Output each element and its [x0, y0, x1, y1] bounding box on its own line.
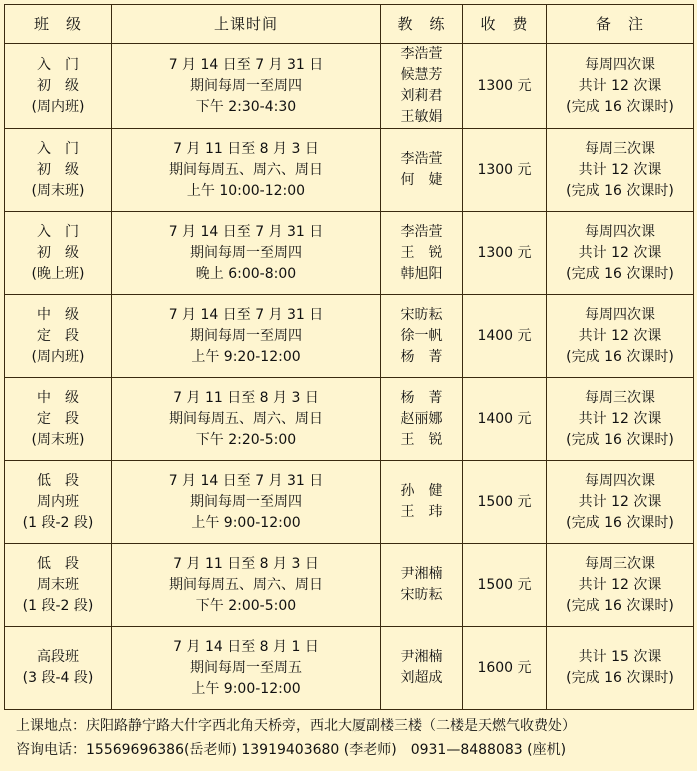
- phone-text: 咨询电话：15569696386(岳老师) 13919403680 (李老师) 0931—8488083 (座机): [16, 742, 567, 758]
- time-cell-line: 期间每周一至周四: [190, 493, 302, 510]
- coach-cell-line: 韩旭阳: [400, 265, 443, 282]
- fee-cell: 1300 元: [463, 129, 547, 212]
- class-cell-line: 高段班: [37, 649, 79, 665]
- header-row: [5, 5, 694, 44]
- coach-cell-line: 刘莉君: [400, 88, 443, 104]
- coach-cell: [381, 129, 463, 212]
- notes-cell-line: (完成 16 次课时): [566, 182, 674, 199]
- time-cell-line: 上午 9:00-12:00: [191, 514, 301, 531]
- fee-cell: 1500 元: [463, 544, 547, 627]
- notes-cell-line: 共计 12 次课: [578, 410, 662, 427]
- fee-cell: 1300 元: [463, 212, 547, 295]
- class-cell-line: 低 段: [37, 472, 79, 489]
- notes-cell-line: 每周三次课: [585, 555, 655, 572]
- time-cell: [112, 44, 381, 129]
- notes-cell-line: 共计 12 次课: [578, 77, 662, 94]
- table-row: [5, 627, 694, 710]
- time-cell-line: 上午 9:20-12:00: [191, 348, 301, 365]
- time-cell-line: 7 月 11 日至 8 月 3 日: [173, 555, 319, 572]
- schedule-body: [5, 44, 694, 710]
- time-cell: [112, 378, 381, 461]
- header-class: 班 级: [5, 5, 112, 44]
- time-cell-line: 7 月 14 日至 7 月 31 日: [168, 223, 324, 240]
- time-cell-line: 7 月 11 日至 8 月 3 日: [173, 389, 319, 406]
- notes-cell: [547, 378, 694, 461]
- time-cell: [112, 129, 381, 212]
- time-cell-line: 7 月 14 日至 7 月 31 日: [168, 56, 324, 73]
- location-text: 上课地点：庆阳路静宁路大什字西北角天桥旁，西北大厦副楼三楼（二楼是天燃气收费处）: [16, 718, 576, 734]
- notes-cell-line: 每周四次课: [585, 472, 655, 489]
- class-cell-line: 周内班: [37, 493, 79, 510]
- notes-cell-line: 共计 12 次课: [578, 327, 662, 344]
- coach-cell: [381, 461, 463, 544]
- time-cell-line: 7 月 14 日至 7 月 31 日: [168, 306, 324, 323]
- time-cell: [112, 544, 381, 627]
- fee-cell: 1600 元: [463, 627, 547, 710]
- notes-cell: [547, 212, 694, 295]
- table-row: [5, 44, 694, 129]
- class-cell: [5, 129, 112, 212]
- notes-cell-line: 共计 12 次课: [578, 493, 662, 510]
- table-row: [5, 295, 694, 378]
- coach-cell: [381, 212, 463, 295]
- time-cell-line: 上午 9:00-12:00: [191, 680, 301, 697]
- class-cell-line: 周末班: [37, 576, 79, 593]
- class-cell-line: 初 级: [37, 77, 79, 94]
- time-cell-line: 期间每周五、周六、周日: [169, 410, 323, 427]
- time-cell: [112, 461, 381, 544]
- coach-cell-line: 刘超成: [400, 670, 443, 686]
- table-row: [5, 378, 694, 461]
- notes-cell-line: 每周三次课: [585, 140, 655, 157]
- notes-cell-line: (完成 16 次课时): [566, 514, 674, 531]
- class-cell: [5, 212, 112, 295]
- coach-cell-line: 赵丽娜: [400, 410, 443, 427]
- coach-cell-line: 李浩萱: [400, 151, 443, 167]
- coach-cell-line: 王 锐: [400, 431, 443, 448]
- coach-cell-line: 宋昉耘: [400, 306, 443, 323]
- header-time: 上课时间: [112, 5, 381, 44]
- table-row: [5, 461, 694, 544]
- time-cell-line: 期间每周一至周五: [190, 659, 302, 676]
- notes-cell-line: (完成 16 次课时): [566, 431, 674, 448]
- coach-cell-line: 宋昉耘: [400, 587, 443, 603]
- class-cell-line: 入 门: [37, 223, 79, 240]
- coach-cell: [381, 627, 463, 710]
- coach-cell-line: 王敏娟: [400, 109, 443, 125]
- coach-cell-line: 尹湘楠: [400, 649, 443, 665]
- time-cell-line: 期间每周一至周四: [190, 244, 302, 261]
- fee-cell: 1300 元: [463, 44, 547, 129]
- coach-cell-line: 孙 健: [400, 483, 443, 499]
- header-fee: 收 费: [463, 5, 547, 44]
- fee-cell: 1500 元: [463, 461, 547, 544]
- coach-cell-line: 王 锐: [400, 244, 443, 261]
- class-cell-line: 中 级: [37, 389, 79, 406]
- notes-cell-line: 每周四次课: [585, 306, 655, 323]
- class-cell-line: 定 段: [37, 410, 79, 427]
- fee-cell: 1400 元: [463, 295, 547, 378]
- time-cell-line: 期间每周一至周四: [190, 327, 302, 344]
- notes-cell-line: (完成 16 次课时): [566, 98, 674, 115]
- class-cell-line: (3 段-4 段): [22, 670, 94, 686]
- class-cell-line: 入 门: [37, 56, 79, 73]
- class-cell-line: 入 门: [37, 140, 79, 157]
- coach-cell-line: 徐一帆: [400, 327, 443, 344]
- class-cell-line: (晚上班): [31, 265, 85, 282]
- class-cell-line: 低 段: [37, 555, 79, 572]
- notes-cell-line: 共计 12 次课: [578, 161, 662, 178]
- class-cell: [5, 44, 112, 129]
- notes-cell-line: 每周四次课: [585, 223, 655, 240]
- class-cell-line: (1 段-2 段): [22, 597, 94, 614]
- notes-cell-line: 每周三次课: [585, 389, 655, 406]
- class-cell-line: (周内班): [31, 348, 85, 365]
- table-row: [5, 544, 694, 627]
- class-cell-line: 初 级: [37, 161, 79, 178]
- table-row: [5, 129, 694, 212]
- coach-cell-line: 杨 菁: [400, 389, 443, 406]
- coach-cell-line: 何 婕: [400, 172, 443, 188]
- notes-cell-line: 每周四次课: [585, 56, 655, 73]
- footer-info: [16, 714, 691, 762]
- notes-cell-line: (完成 16 次课时): [566, 348, 674, 365]
- class-cell-line: 中 级: [37, 306, 79, 323]
- time-cell: [112, 212, 381, 295]
- class-cell-line: (1 段-2 段): [22, 514, 94, 531]
- notes-cell: [547, 461, 694, 544]
- time-cell-line: 期间每周一至周四: [190, 77, 302, 94]
- class-schedule-table: [4, 4, 694, 710]
- class-cell: [5, 544, 112, 627]
- notes-cell-line: 共计 12 次课: [578, 244, 662, 261]
- class-cell-line: (周末班): [31, 182, 85, 199]
- time-cell-line: 期间每周五、周六、周日: [169, 576, 323, 593]
- coach-cell: [381, 44, 463, 129]
- class-cell-line: (周末班): [31, 431, 85, 448]
- coach-cell-line: 尹湘楠: [400, 566, 443, 582]
- notes-cell: [547, 627, 694, 710]
- class-cell: [5, 295, 112, 378]
- coach-cell-line: 杨 菁: [400, 348, 443, 365]
- time-cell-line: 7 月 14 日至 7 月 31 日: [168, 472, 324, 489]
- class-cell: [5, 378, 112, 461]
- time-cell-line: 上午 10:00-12:00: [186, 182, 306, 199]
- coach-cell-line: 候慧芳: [400, 67, 443, 83]
- time-cell-line: 下午 2:00-5:00: [195, 597, 297, 614]
- fee-cell: 1400 元: [463, 378, 547, 461]
- time-cell: [112, 627, 381, 710]
- header-notes: 备 注: [547, 5, 694, 44]
- class-cell-line: 定 段: [37, 327, 79, 344]
- time-cell: [112, 295, 381, 378]
- notes-cell-line: (完成 16 次课时): [566, 670, 674, 686]
- time-cell-line: 晚上 6:00-8:00: [195, 265, 297, 282]
- coach-cell-line: 王 玮: [400, 504, 443, 520]
- coach-cell: [381, 295, 463, 378]
- time-cell-line: 7 月 11 日至 8 月 3 日: [173, 140, 319, 157]
- time-cell-line: 期间每周五、周六、周日: [169, 161, 323, 178]
- coach-cell-line: 李浩萱: [400, 223, 443, 240]
- time-cell-line: 下午 2:20-5:00: [195, 431, 297, 448]
- notes-cell: [547, 44, 694, 129]
- class-cell-line: (周内班): [31, 98, 85, 115]
- header-coach: 教 练: [381, 5, 463, 44]
- notes-cell: [547, 129, 694, 212]
- notes-cell-line: (完成 16 次课时): [566, 597, 674, 614]
- coach-cell: [381, 378, 463, 461]
- notes-cell: [547, 544, 694, 627]
- class-cell-line: 初 级: [37, 244, 79, 261]
- notes-cell-line: 共计 12 次课: [578, 576, 662, 593]
- notes-cell: [547, 295, 694, 378]
- time-cell-line: 7 月 14 日至 8 月 1 日: [173, 638, 319, 655]
- coach-cell-line: 李浩萱: [400, 46, 443, 62]
- class-cell: [5, 627, 112, 710]
- coach-cell: [381, 544, 463, 627]
- table-row: [5, 212, 694, 295]
- class-cell: [5, 461, 112, 544]
- notes-cell-line: (完成 16 次课时): [566, 265, 674, 282]
- notes-cell-line: 共计 15 次课: [578, 649, 662, 665]
- time-cell-line: 下午 2:30-4:30: [195, 98, 297, 115]
